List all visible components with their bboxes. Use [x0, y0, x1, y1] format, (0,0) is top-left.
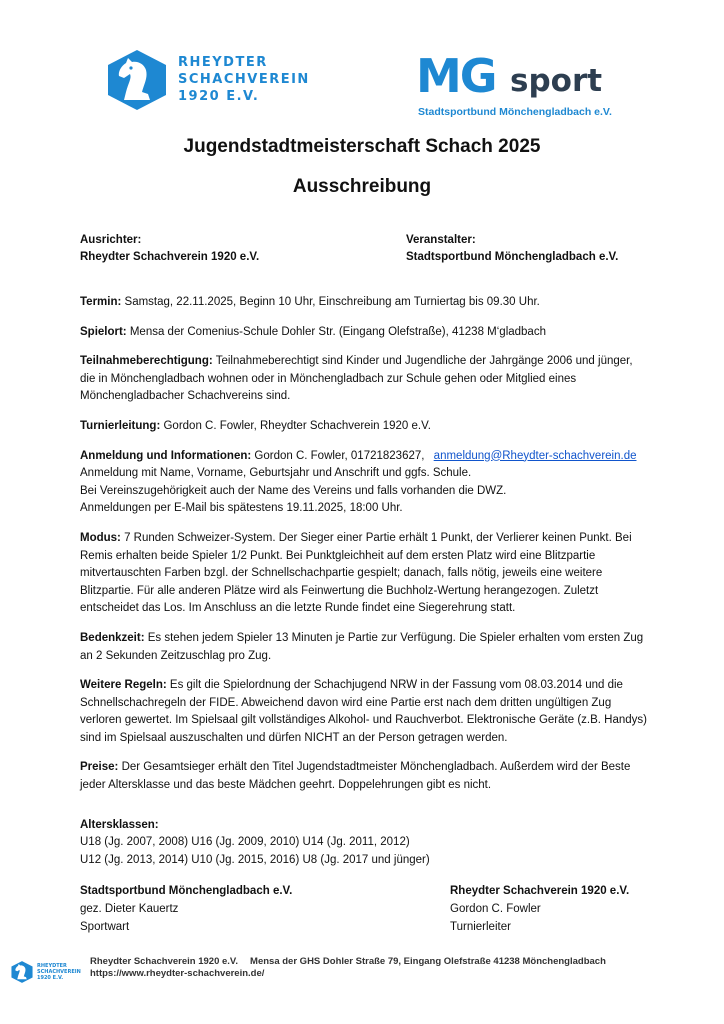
altersklassen-line-2: U12 (Jg. 2013, 2014) U10 (Jg. 2015, 2016) U8 (Jg. 2017 und jünger): [80, 853, 430, 866]
organizer-veranstalter: [406, 232, 618, 266]
mg-sport-logo: [416, 49, 626, 122]
bedenkzeit-text-2: an 2 Sekunden Zeitzuschlag pro Zug.: [80, 649, 272, 662]
termin-label: Termin:: [80, 296, 122, 308]
section-bedenkzeit: [80, 630, 660, 665]
bedenkzeit-text-1: Es stehen jedem Spieler 13 Minuten je Partie zur Verfügung. Die Spieler erhalten vom ersten Zug: [147, 631, 644, 644]
veranstalter-name: Stadtsportbund Mönchengladbach e.V.: [406, 251, 619, 263]
section-turnierleitung: [80, 418, 660, 436]
termin-text: Samstag, 22.11.2025, Beginn 10 Uhr, Einschreibung am Turniertag bis 09.30 Uhr.: [124, 296, 540, 308]
footer-address: Mensa der GHS Dohler Straße 79, Eingang Olefstraße 41238 Mönchengladbach: [250, 956, 606, 967]
sig-left-role: Sportwart: [80, 921, 130, 933]
footer-logo-text: RHEYDTER SCHACHVEREIN 1920 E.V.: [37, 963, 81, 981]
section-anmeldung: [80, 448, 660, 518]
anmeldung-line-3: Bei Vereinszugehörigkeit auch der Name des Vereins und falls vorhanden die DWZ.: [80, 484, 507, 497]
spielort-text: Mensa der Comenius-Schule Dohler Str. (Eingang Olefstraße), 41238 M‘gladbach: [129, 325, 546, 338]
modus-text-3: mitvertauschten Farben bzgl. der Schnellschachpartie gespielt; danach, falls nötig, jeweils eine weitere: [80, 567, 603, 580]
anmeldung-label: Anmeldung und Informationen:: [80, 449, 252, 462]
turnierleitung-text: Gordon C. Fowler, Rheydter Schachverein 1920 e.V.: [163, 419, 431, 432]
document-body: [80, 294, 660, 881]
preise-text-2: jeder Altersklasse und das beste Mädchen geehrt. Doppelehrungen gibt es nicht.: [80, 779, 492, 792]
signature-schachverein: [450, 882, 629, 936]
teilnahme-text-1: Teilnahmeberechtigt sind Kinder und Jugendliche der Jahrgänge 2006 und jünger,: [215, 355, 633, 368]
regeln-text-2: Schnellschachregeln der FIDE. Abweichend davon wird eine Partie erst nach dem dritten ungültigen Zug: [80, 696, 612, 709]
veranstalter-label: Veranstalter:: [406, 234, 476, 246]
teilnahme-text-2: die in Mönchengladbach wohnen oder in Mönchengladbach zur Schule gehen oder Mitglied eines: [80, 372, 577, 385]
footer-chess-knight-icon: [10, 960, 34, 984]
spielort-label: Spielort:: [80, 325, 127, 338]
section-teilnahme: [80, 353, 660, 406]
modus-text-5: entscheidet das Los. Im Anschluss an die letzte Runde findet eine Siegerehrung statt.: [80, 602, 516, 615]
altersklassen-line-1: U18 (Jg. 2007, 2008) U16 (Jg. 2009, 2010) U14 (Jg. 2011, 2012): [80, 836, 410, 849]
regeln-text-4: sind im Spielsaal auszuschalten und dürfen NICHT an der Person getragen werden.: [80, 731, 508, 744]
document-subtitle: Ausschreibung: [292, 176, 432, 197]
chess-knight-logo-icon: [104, 48, 170, 112]
anmeldung-text: Gordon C. Fowler, 01721823627,: [254, 449, 425, 462]
mg-logo-mark: MG: [416, 49, 496, 103]
modus-text-4: Blitzpartie. Für alle anderen Plätze wird als Feinwertung die Buchholz-Wertung herangezogen. Zuletzt: [80, 584, 599, 597]
section-altersklassen: [80, 817, 660, 870]
section-modus: [80, 530, 660, 618]
ausrichter-name: Rheydter Schachverein 1920 e.V.: [80, 251, 260, 263]
preise-label: Preise:: [80, 761, 119, 774]
turnierleitung-label: Turnierleitung:: [80, 419, 161, 432]
footer-text: [90, 956, 606, 980]
document-title: Jugendstadtmeisterschaft Schach 2025: [183, 136, 541, 157]
sig-left-name: gez. Dieter Kauertz: [80, 903, 179, 915]
regeln-label: Weitere Regeln:: [80, 679, 167, 692]
rheydter-schachverein-logo: [104, 44, 310, 114]
organizer-ausrichter: [80, 232, 259, 266]
section-spielort: [80, 324, 660, 342]
preise-text-1: Der Gesamtsieger erhält den Titel Jugendstadtmeister Mönchengladbach. Außerdem wird der Beste: [121, 761, 631, 774]
section-weitere-regeln: [80, 677, 660, 747]
modus-text-2: Remis erhalten beide Spieler 1/2 Punkt. Bei Punktgleichheit auf dem ersten Platz wird eine Blitzpartie: [80, 549, 596, 562]
signature-stadtsportbund: [80, 882, 292, 936]
bedenkzeit-label: Bedenkzeit:: [80, 631, 145, 644]
ausrichter-label: Ausrichter:: [80, 234, 142, 246]
anmeldung-email-link[interactable]: anmeldung@Rheydter-schachverein.de: [433, 449, 637, 462]
footer-address-line: [90, 956, 606, 968]
rsv-logo-text: RHEYDTER SCHACHVEREIN 1920 E.V.: [178, 55, 310, 104]
footer-url[interactable]: https://www.rheydter-schachverein.de/: [90, 968, 265, 979]
sig-right-role: Turnierleiter: [450, 921, 511, 933]
teilnahme-text-3: Mönchengladbacher Schachvereins sind.: [80, 390, 291, 403]
regeln-text-1: Es gilt die Spielordnung der Schachjugend NRW in der Fassung vom 08.03.2014 und die: [169, 679, 623, 692]
section-preise: [80, 759, 660, 794]
mg-logo-subtitle: Stadtsportbund Mönchengladbach e.V.: [418, 106, 612, 118]
altersklassen-label: Altersklassen:: [80, 818, 159, 831]
teilnahme-label: Teilnahmeberechtigung:: [80, 355, 213, 368]
modus-label: Modus:: [80, 531, 121, 544]
footer-club: Rheydter Schachverein 1920 e.V.: [90, 956, 239, 967]
modus-text-1: 7 Runden Schweizer-System. Der Sieger einer Partie erhält 1 Punkt, der Verlierer keinen Punkt. Bei: [124, 531, 632, 544]
section-termin: [80, 294, 660, 312]
sig-left-org: Stadtsportbund Mönchengladbach e.V.: [80, 885, 293, 897]
mg-logo-sport: sport: [510, 63, 603, 99]
sig-right-name: Gordon C. Fowler: [450, 903, 541, 915]
regeln-text-3: verloren gewertet. Im Spielsaal gilt vollständiges Alkohol- und Rauchverbot. Elektronische Geräte (z.B. Handys): [80, 714, 647, 727]
anmeldung-line-2: Anmeldung mit Name, Vorname, Geburtsjahr und Anschrift und ggfs. Schule.: [80, 467, 472, 480]
anmeldung-line-4: Anmeldungen per E-Mail bis spätestens 19.11.2025, 18:00 Uhr.: [80, 502, 403, 515]
footer-logo: [10, 960, 81, 989]
sig-right-org: Rheydter Schachverein 1920 e.V.: [450, 885, 630, 897]
